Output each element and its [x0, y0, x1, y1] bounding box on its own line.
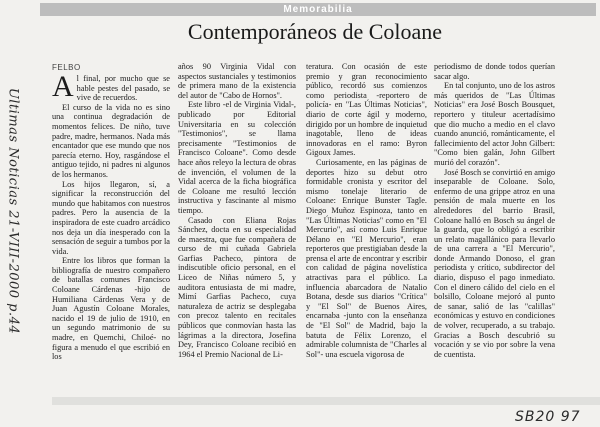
article-headline: Contemporáneos de Coloane: [187, 19, 443, 44]
opening-paragraph: [52, 74, 170, 103]
paragraph: Este libro -el de Virginia Vidal-, publicado por Editorial Universitaria en su colección "Testimonios", se llama precisamente "Testimonios de Francisco Coloane". Como desde hace años releyo la lectura de obras de invención, el volumen de la Vidal acerca de la ficha biográfica de Coloane me resultó lección instructiva y fascinante al mismo tiempo.: [178, 100, 296, 215]
paragraph: José Bosch se convirtió en amigo inseparable de Coloane. Solo, enfermo de una grippe atroz en una pensión de mala muerte en los alrededores del barrio Brasil, Coloane halló en Bosch su ángel de la guarda, que lo obligó a escribir un relato magallánico para llevarlo de una carrera a "El Mercurio", donde Armando Donoso, el gran periodista y crítico, subdirector del diario, dispuso el pago inmediato. Con el dinero cálido del cielo en el bolsillo, Coloane mejoró al punto de sanar, salió de las "calillas" económicas y estuvo en condiciones de volver, recuperado, a su trabajo. Gracias a Bosch descubrió su vocación y se vio por sobre la vena de cuentista.: [434, 167, 555, 359]
section-header-bar: [40, 3, 596, 16]
section-label: Memorabilia: [283, 4, 353, 15]
article-column-3: [306, 62, 427, 362]
margin-note-text: Ultimas Noticias 21-VIII-2000 p.44: [5, 87, 21, 334]
article-column-1: [52, 74, 170, 363]
article-column-2: [178, 62, 296, 362]
paragraph: El curso de la vida no es sino una continua degradación de momentos felices. De niño, tuve padre, madre, hermanos. Nada más encantador que ese mundo que nos parecía eterno. Hoy, rasgándose el antiguo tejido, ni padres ni algunos de los hermanos.: [52, 102, 170, 179]
paragraph: En tal conjunto, uno de los astros más queridos de "Las Últimas Noticias" era José Bosch Bousquet, reportero y tituleur acertadísimo que dio mucho a medio en el clavo cuando anunció, románticamente, el fallecimiento del actor John Gilbert: "Como bien galán, John Gilbert murió del corazón".: [434, 81, 555, 167]
paragraph: Casado con Eliana Rojas Sánchez, docta en su especialidad de maestra, que fue compañera de curso de mi cuñada Gabriela Garfias Pacheco, pintora de indiscutible oficio personal, en el Liceo de Niñas número 5, y auditora entusiasta de mi madre, Mimí Garfias Pacheco, cuya naturaleza de actriz se desplegaba con precoz talento en recitales públicos que conmovían hasta las lágrimas a la directora, Josefina Dey, Francisco Coloane recibió en 1964 el Premio Nacional de Li-: [178, 215, 296, 359]
paragraph: teratura. Con ocasión de este premio y gran reconocimiento público, recordó sus comienzos como periodista -reportero de policía- en "Las Últimas Noticias", diario de corte ágil y moderno, dirigido por un hombre de inquietud inagotable, lleno de ideas innovadoras en el ramo: Byron Gigoux James.: [306, 62, 427, 158]
paragraph: periodismo de donde todos querían sacar algo.: [434, 62, 555, 81]
paragraph-text: l final, por mucho que se hable pestes del pasado, se vive de recuerdos.: [76, 74, 170, 103]
paragraph: años 90 Virginia Vidal con aspectos sustanciales y testimonios de primera mano de la existencia del autor de "Cabo de Hornos".: [178, 62, 296, 100]
article-byline: FELBO: [52, 63, 81, 72]
drop-cap: A: [52, 74, 74, 103]
handwritten-margin-note: [2, 8, 24, 413]
archive-stamp: SB20 97: [515, 409, 581, 425]
article-column-4: [434, 62, 555, 362]
paragraph: Curiosamente, en las páginas de deportes hizo su debut otro formidable cronista y escritor del mismo tonelaje literario de Coloane: Enrique Bunster Tagle. Diego Muñoz Espinoza, tanto en "Las Últimas Noticias" como en "El Mercurio", así como Luis Enrique Délano en "El Mercurio", eran reporteros que prestigiaban desde la prensa el arte de encontrar y escribir con calidad de página novelística atractivas para el público. La influencia abarcadora de Natalio Botana, desde sus diarios "Crítica" y "El Sol" de Buenos Aires, encarnaba -junto con la enseñanza de "El Sol" de Madrid, bajo la batuta de Félix Lorenzo, el admirable columnista de "Charles al Sol"- una escuela vigorosa de: [306, 157, 427, 359]
paragraph: Los hijos llegaron, sí, a significar la reconstrucción del mundo que habitamos con nuestros padres. Pero la ausencia de la inspiradora de este cuadro arcádico nos deja un día inesperado con la sensación de seguir a tumbos por la vida.: [52, 179, 170, 256]
paragraph: Entre los libros que forman la bibliografía de nuestro compañero de batallas comunes Francisco Coloane Cárdenas -hijo de Humiliana Cárdenas Vera y de Juan Agustín Coloane Morales, nacido el 19 de julio de 1910, en un segundo matrimonio de su madre, en Quemchi, Chiloé- no figura a menudo el que escribió en los: [52, 256, 170, 362]
scan-bottom-stripe: [52, 397, 600, 405]
